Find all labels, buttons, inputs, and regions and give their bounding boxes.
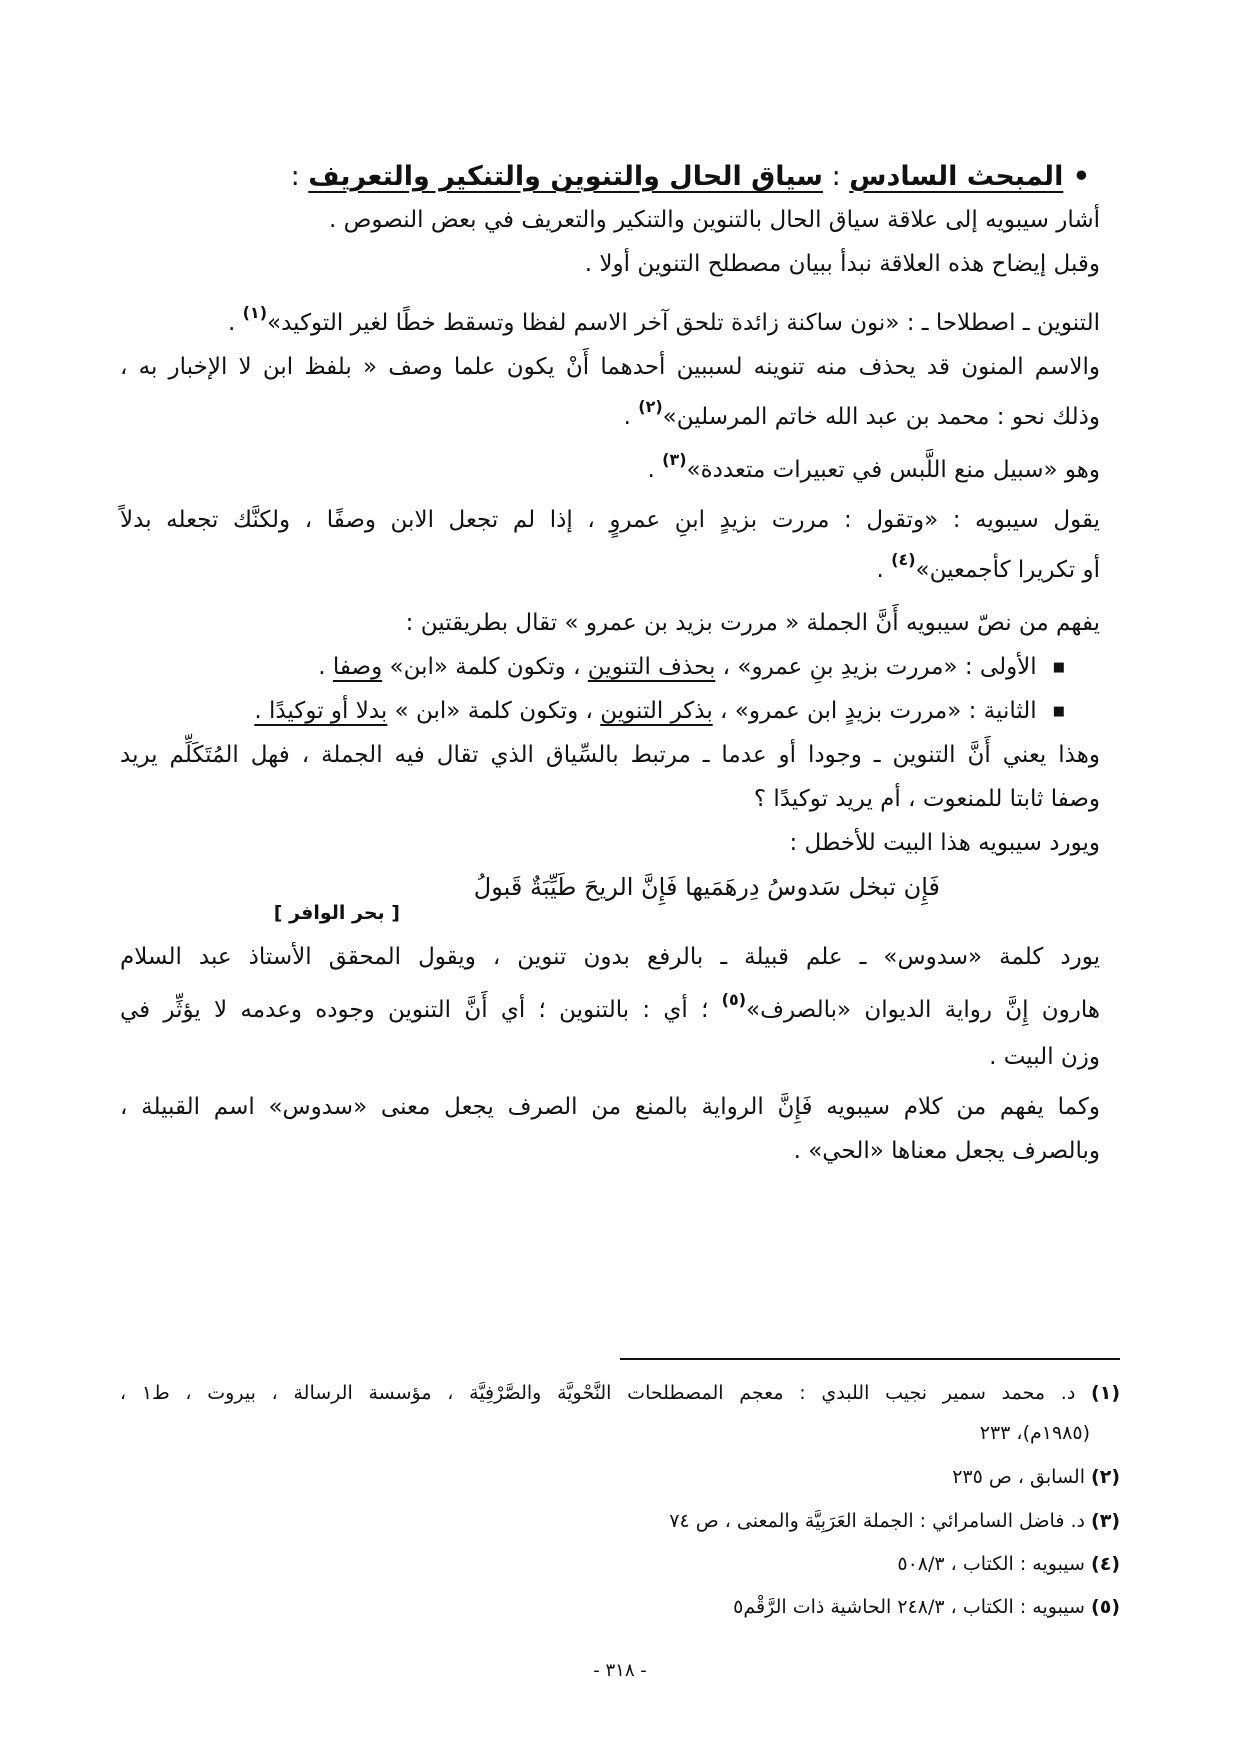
list-underlined: وصفا <box>332 654 383 680</box>
footnote-text: د. محمد سمير نجيب اللبدي : معجم المصطلحات النَّحْويَّة والصَّرْفِيَّة ، مؤسسة الرسالة ، بيروت ، ط١ ، <box>120 1382 1092 1404</box>
paragraph-end: . <box>876 557 892 583</box>
paragraph-line <box>120 990 1100 1027</box>
paragraph-line: وبالصرف يجعل معناها «الحي» . <box>793 1138 1100 1164</box>
list-text: . <box>318 654 333 680</box>
list-underlined: بحذف التنوين <box>587 654 716 680</box>
footnote-ref: (١) <box>242 303 267 322</box>
heading-label: المبحث السادس <box>849 161 1064 192</box>
paragraph-text: وذلك نحو : محمد بن عبد الله خاتم المرسلين» <box>662 404 1100 430</box>
footnote-text: سيبويه : الكتاب ، ٥٠٨/٣ <box>897 1553 1092 1575</box>
footnote <box>897 1549 1120 1579</box>
list-item <box>254 694 1065 729</box>
footnote-ref: (٣) <box>662 450 687 469</box>
paragraph-line: وقبل إيضاح هذه العلاقة نبدأ ببيان مصطلح التنوين أولا . <box>584 251 1100 277</box>
paragraph-line <box>647 450 1101 487</box>
footnote <box>733 1592 1120 1622</box>
page-number: - ٣١٨ - <box>593 1660 647 1681</box>
list-item <box>318 650 1065 685</box>
heading-bullet: • <box>1072 161 1090 192</box>
footnote-number: (٥) <box>1091 1596 1120 1618</box>
paragraph-line <box>623 397 1100 434</box>
paragraph-line: وكما يفهم من كلام سيبويه فَإِنَّ الرواية بالمنع من الصرف يجعل معنى «سدوس» اسم القبيلة ، <box>120 1094 1100 1120</box>
footnote <box>669 1506 1120 1536</box>
footnote-number: (٤) <box>1091 1553 1120 1575</box>
paragraph-text: وهو «سبيل منع اللَّبس في تعبيرات متعددة» <box>686 457 1100 483</box>
paragraph-line: وصفا ثابتا للمنعوت ، أم يريد توكيدًا ؟ <box>753 786 1100 812</box>
paragraph-text: هارون إِنَّ رواية الديوان «بالصرف» <box>746 997 1100 1023</box>
paragraph-end: . <box>647 457 663 483</box>
section-heading <box>291 160 1090 194</box>
paragraph-end: . <box>623 404 639 430</box>
paragraph-line: يفهم من نصّ سيبويه أَنَّ الجملة « مررت بزيد بن عمرو » تقال بطريقتين : <box>405 610 1100 636</box>
footnote-ref: (٢) <box>638 397 663 416</box>
footnote-ref: (٥) <box>721 990 747 1009</box>
paragraph-line: والاسم المنون قد يحذف منه تنوينه لسببين أحدهما أَنْ يكون علما وصف « بلفظ ابن لا الإخبار به ، <box>120 354 1100 380</box>
footnote-ref: (٤) <box>891 550 916 569</box>
footnote-text: سيبويه : الكتاب ، ٢٤٨/٣ الحاشية ذات الرَّقْم٥ <box>733 1596 1092 1618</box>
verse-meter: [ بحر الوافر ] <box>273 902 400 924</box>
footnote <box>120 1378 1120 1408</box>
heading-separator: : <box>822 161 850 192</box>
heading-title: سياق الحال والتنوين والتنكير والتعريف <box>308 161 823 192</box>
footnote-number: (٢) <box>1091 1466 1120 1488</box>
paragraph-line: يورد كلمة «سدوس» ـ علم قبيلة ـ بالرفع بدون تنوين ، ويقول المحقق الأستاذ عبد السلام <box>120 944 1100 970</box>
paragraph-text: ؛ أي : بالتنوين ؛ أي أَنَّ التنوين وجوده وعدمه لا يؤثِّر في <box>120 997 722 1023</box>
paragraph-line: يقول سيبويه : «وتقول : مررت بزيدٍ ابنِ عمروٍ ، إذا لم تجعل الابن وصفًا ، ولكنَّك تجعله بدلاً <box>120 507 1100 533</box>
footnote-number: (٣) <box>1091 1510 1120 1532</box>
footnote-text: د. فاضل السامرائي : الجملة العَرَبِيَّة والمعنى ، ص ٧٤ <box>669 1510 1092 1532</box>
paragraph-line <box>876 550 1101 587</box>
list-underlined: بذكر التنوين <box>600 698 713 724</box>
bullet-square-icon: ■ <box>1052 660 1065 675</box>
heading-colon: : <box>290 161 309 192</box>
paragraph-line <box>227 303 1100 340</box>
bullet-square-icon: ■ <box>1052 704 1065 719</box>
footnote-separator <box>620 1358 1120 1360</box>
paragraph-text: التنوين ـ اصطلاحا ـ : «نون ساكنة زائدة تلحق آخر الاسم لفظا وتسقط خطًا لغير التوكيد» <box>267 310 1100 336</box>
paragraph-line: وزن البيت . <box>989 1044 1100 1070</box>
paragraph-line: ويورد سيبويه هذا البيت للأخطل : <box>789 830 1100 856</box>
paragraph-text: أو تكريرا كأجمعين» <box>915 557 1100 583</box>
footnote-continuation: (١٩٨٥م)، ٢٣٣ <box>979 1422 1090 1444</box>
list-text: الثانية : «مررت بزيدٍ ابن عمرو» ، <box>712 698 1037 724</box>
footnote <box>952 1462 1120 1492</box>
poetry-verse: فَإِن تبخل سَدوسُ دِرهَمَيها فَإِنَّ الريحَ طَيِّبَةٌ قَبولُ <box>473 873 940 901</box>
list-text: ، وتكون كلمة «ابن» <box>382 654 588 680</box>
list-text: ، وتكون كلمة «ابن » <box>387 698 601 724</box>
paragraph-line: أشار سيبويه إلى علاقة سياق الحال بالتنوين والتنكير والتعريف في بعض النصوص . <box>328 207 1100 233</box>
list-underlined: بدلا أو توكيدًا . <box>254 698 388 724</box>
footnote-text: السابق ، ص ٢٣٥ <box>952 1466 1092 1488</box>
paragraph-end: . <box>227 310 243 336</box>
footnote-number: (١) <box>1091 1382 1121 1404</box>
paragraph-line: وهذا يعني أَنَّ التنوين ـ وجودا أو عدما ـ مرتبط بالسِّياق الذي تقال فيه الجملة ، فهل المُتَكَلِّم يريد <box>120 742 1100 768</box>
list-text: الأولى : «مررت بزيدِ بنِ عمرو» ، <box>715 654 1037 680</box>
